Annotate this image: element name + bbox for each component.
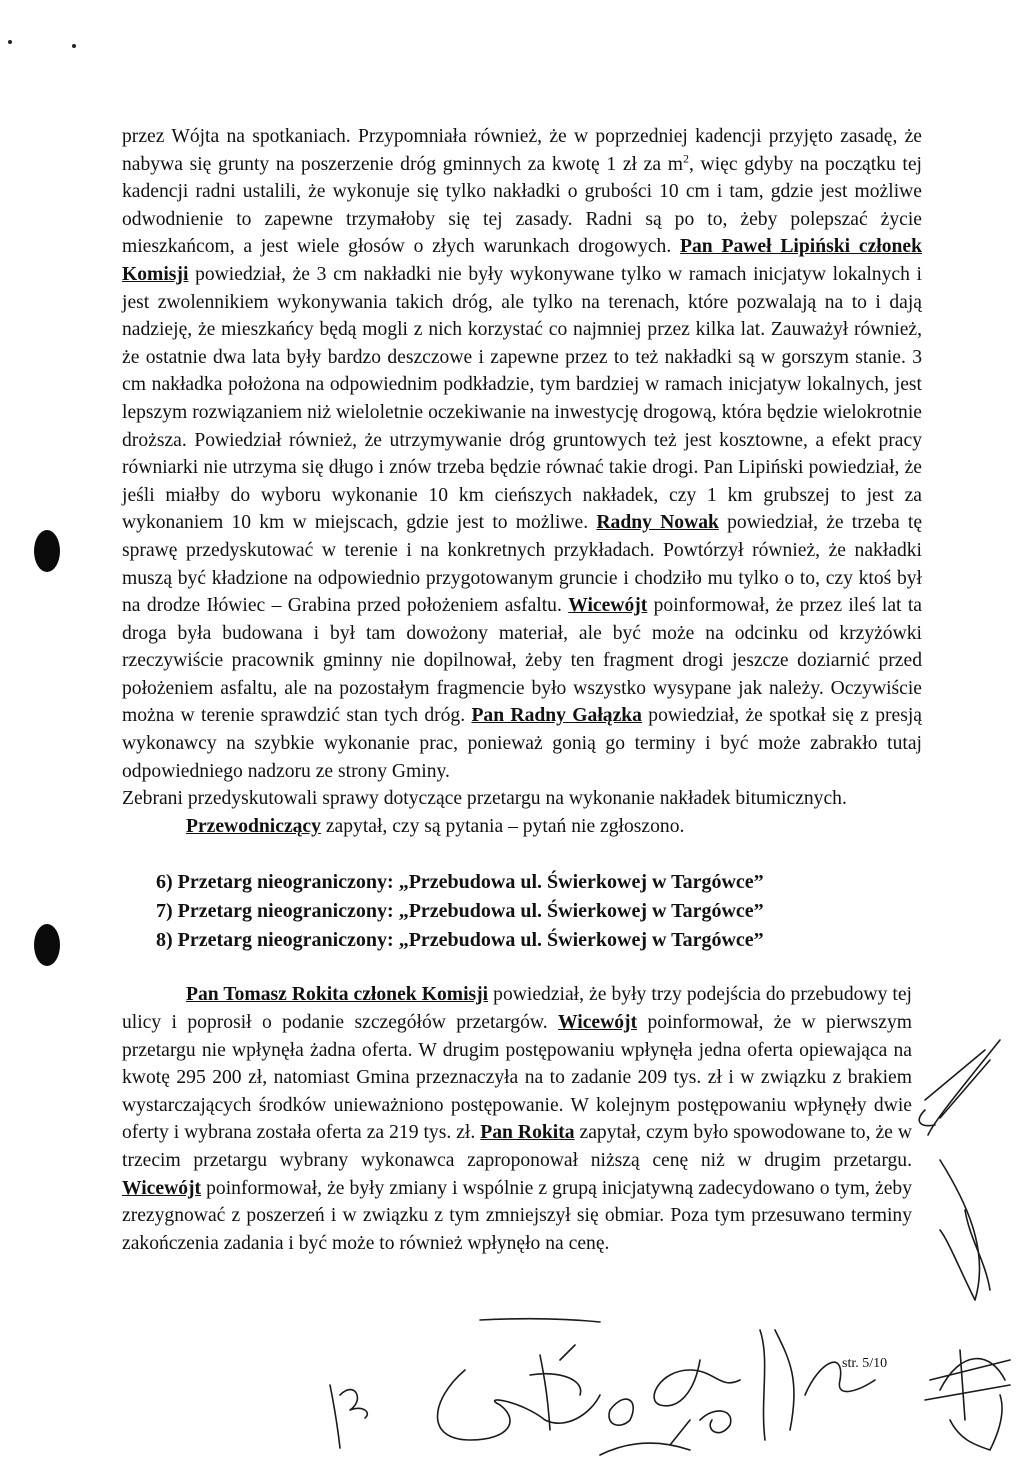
- speaker-lipinski: Pan Paweł Lipiński członek Komisji: [122, 236, 922, 285]
- speaker-wicewojt: Wicewójt: [122, 1177, 202, 1199]
- speaker-rokita-full: Pan Tomasz Rokita członek Komisji: [186, 984, 489, 1006]
- paragraph-tender: Pan Tomasz Rokita członek Komisji powiedział, że były trzy podejścia do przebudowy tej ulicy i poprosił o podanie szczegółów przetargów. Wicewójt poinformował, że w pierwszym przetargu nie wpłynęła żadna oferta. W drugim postępowaniu wpłynęła jedna oferta opiewająca na kwotę 295 200 zł, natomiast Gmina przeznaczyła na to zadanie 209 tys. zł i w związku z brakiem wystarczających środków unieważniono postępowanie. W kolejnym postępowaniu wpłynęły dwie oferty i wybrana została oferta za 219 tys. zł. Pan Rokita zapytał, czym było spowodowane to, że w trzecim przetargu wybrany wykonawca zaproponował niższą cenę niż w drugim przetargu. Wicewójt poinformował, że były zmiany i wspólnie z grupą inicjatywną zadecydowano o tym, żeby zrezygnować z poszerzeń i w związku z tym zmniejszył się obmiar. Poza tym przesuwano terminy zakończenia zadania i być może to również wpłynęło na cenę.: [122, 984, 912, 1254]
- agenda-item: 7) Przetarg nieograniczony: „Przebudowa ul. Świerkowej w Targówce”: [156, 900, 764, 923]
- page-number: str. 5/10: [842, 1356, 888, 1371]
- speaker-wicewojt: Wicewójt: [568, 595, 648, 617]
- speaker-rokita: Pan Rokita: [480, 1122, 575, 1144]
- paragraph-chair: Przewodniczący zapytał, czy są pytania – pytań nie zgłoszono.: [186, 815, 685, 837]
- paragraph-summary: Zebrani przedyskutowali sprawy dotyczące przetargu na wykonanie nakładek bitumicznych.: [122, 788, 847, 810]
- speaker-galazka: Pan Radny Gałązka: [471, 705, 642, 727]
- speaker-nowak: Radny Nowak: [596, 512, 719, 534]
- speaker-chair: Przewodniczący: [186, 815, 321, 837]
- agenda-item: 8) Przetarg nieograniczony: „Przebudowa ul. Świerkowej w Targówce”: [156, 929, 764, 952]
- agenda-item: 6) Przetarg nieograniczony: „Przebudowa ul. Świerkowej w Targówce”: [156, 871, 764, 894]
- paragraph-discussion: przez Wójta na spotkaniach. Przypomniała również, że w poprzedniej kadencji przyjęto zasadę, że nabywa się grunty na poszerzenie dróg gminnych za kwotę 1 zł za $m^2$, więc gdyby na początku tej kadencji radni ustalili, że wykonuje się tylko nakładki o grubości 10 cm i tam, gdzie jest możliwe odwodnienie to zapewne trzymałoby się tej zasady. Radni są po to, żeby polepszać życie mieszkańcom, a jest wiele głosów o złych warunkach drogowych. Pan Paweł Lipiński członek Komisji powiedział, że 3 cm nakładki nie były wykonywane tylko w ramach inicjatyw lokalnych i jest zwolennikiem wykonywania takich dróg, ale tylko na terenach, które pozwalają na to i dają nadzieję, że mieszkańcy będą mogli z nich korzystać co najmniej przez kilka lat. Zauważył również, że ostatnie dwa lata były bardzo deszczowe i zapewne przez to też nakładki są w gorszym stanie. 3 cm nakładka położona na odpowiednim podkładzie, tym bardziej w ramach inicjatyw lokalnych, jest lepszym rozwiązaniem niż wieloletnie oczekiwanie na inwestycję drogową, która będzie wielokrotnie droższa. Powiedział również, że utrzymywanie dróg gruntowych też jest kosztowne, a efekt pracy równiarki nie utrzyma się długo i znów trzeba będzie równać takie drogi. Pan Lipiński powiedział, że jeśli miałby do wyboru wykonanie 10 km cieńszych nakładek, czy 1 km grubszej to jest za wykonaniem 10 km w miejscach, gdzie jest to możliwe. Radny Nowak powiedział, że trzeba tę sprawę przedyskutować w terenie i na konkretnych przykładach. Powtórzył również, że nakładki muszą być kładzione na odpowiednio przygotowanym gruncie i chodziło mu tylko o to, czy ktoś był na drodze Iłówiec – Grabina przed położeniem asfaltu. Wicewójt poinformował, że przez ileś lat ta droga była budowana i był tam dowożony materiał, ale być może na odcinku od krzyżówki rzeczywiście pracownik gminny nie dopilnował, żeby ten fragment drogi jeszcze doziarnić przed położeniem asfaltu, ale na pozostałym fragmencie było wszystko wysypane jak należy. Oczywiście można w terenie sprawdzić stan tych dróg. Pan Radny Gałązka powiedział, że spotkał się z presją wykonawcy na szybkie wykonanie prac, ponieważ gonią go terminy i być może zabrakło tutaj odpowiedniego nadzoru ze strony Gminy.: [122, 126, 923, 782]
- speaker-wicewojt: Wicewójt: [558, 1012, 638, 1034]
